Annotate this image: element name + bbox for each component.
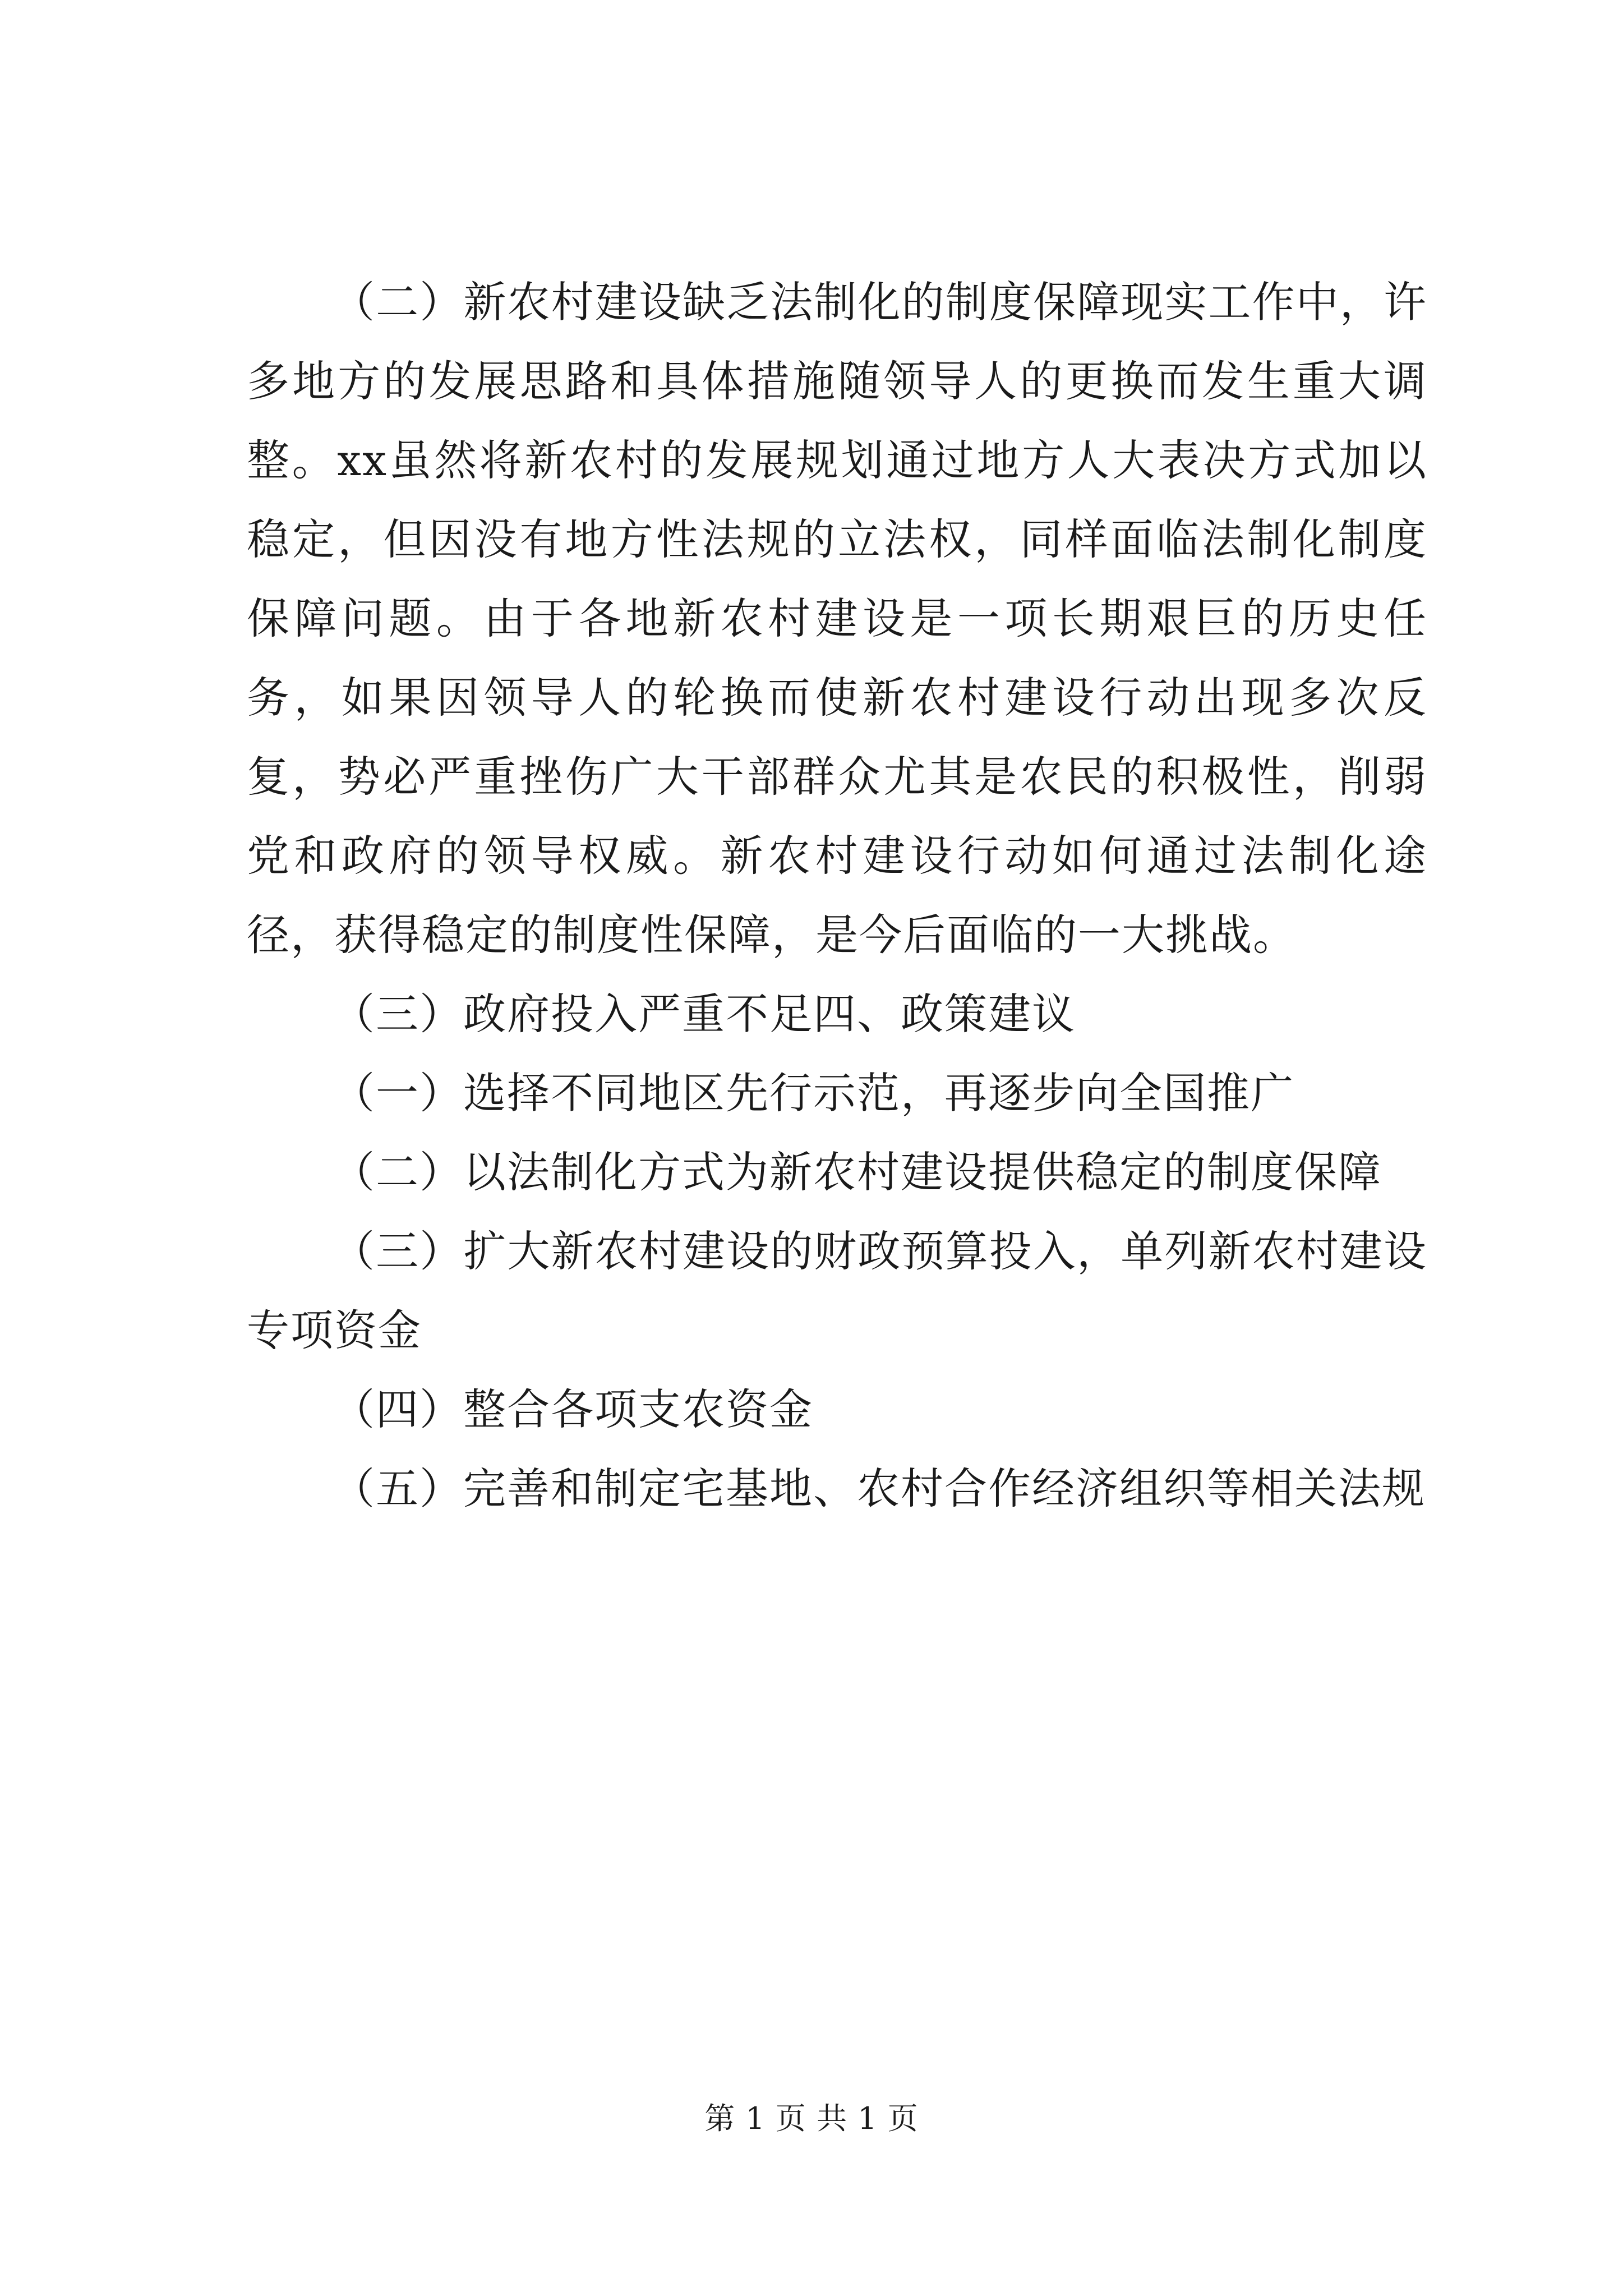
- page-footer: 第 1 页 共 1 页: [704, 2101, 919, 2136]
- paragraph-suggestion-2: （二）以法制化方式为新农村建设提供稳定的制度保障: [332, 1147, 1382, 1197]
- paragraph-legal-guarantee: （二）新农村建设缺乏法制化的制度保障现实工作中，许多地方的发展思路和具体措施随领导人的更换而发生重大调整。xx虽然将新农村的发展规划通过地方人大表决方式加以稳定，但因没有地方性法规的立法权，同样面临法制化制度保障问题。由于各地新农村建设是一项长期艰巨的历史任务，如果因领导人的轮换而使新农村建设行动出现多次反复，势必严重挫伤广大干部群众尤其是农民的积极性，削弱党和政府的领导权威。新农村建设行动如何通过法制化途径，获得稳定的制度性保障，是今后面临的一大挑战。: [247, 277, 1427, 960]
- document-body: [247, 263, 1427, 1528]
- paragraph-suggestion-5: （五）完善和制定宅基地、农村合作经济组织等相关法规: [332, 1464, 1426, 1513]
- paragraph-government-investment: （三）政府投入严重不足四、政策建议: [332, 989, 1076, 1039]
- paragraph-suggestion-3: （三）扩大新农村建设的财政预算投入，单列新农村建设专项资金: [247, 1226, 1427, 1355]
- paragraph-suggestion-1: （一）选择不同地区先行示范，再逐步向全国推广: [332, 1068, 1294, 1118]
- paragraph-suggestion-4: （四）整合各项支农资金: [332, 1384, 813, 1434]
